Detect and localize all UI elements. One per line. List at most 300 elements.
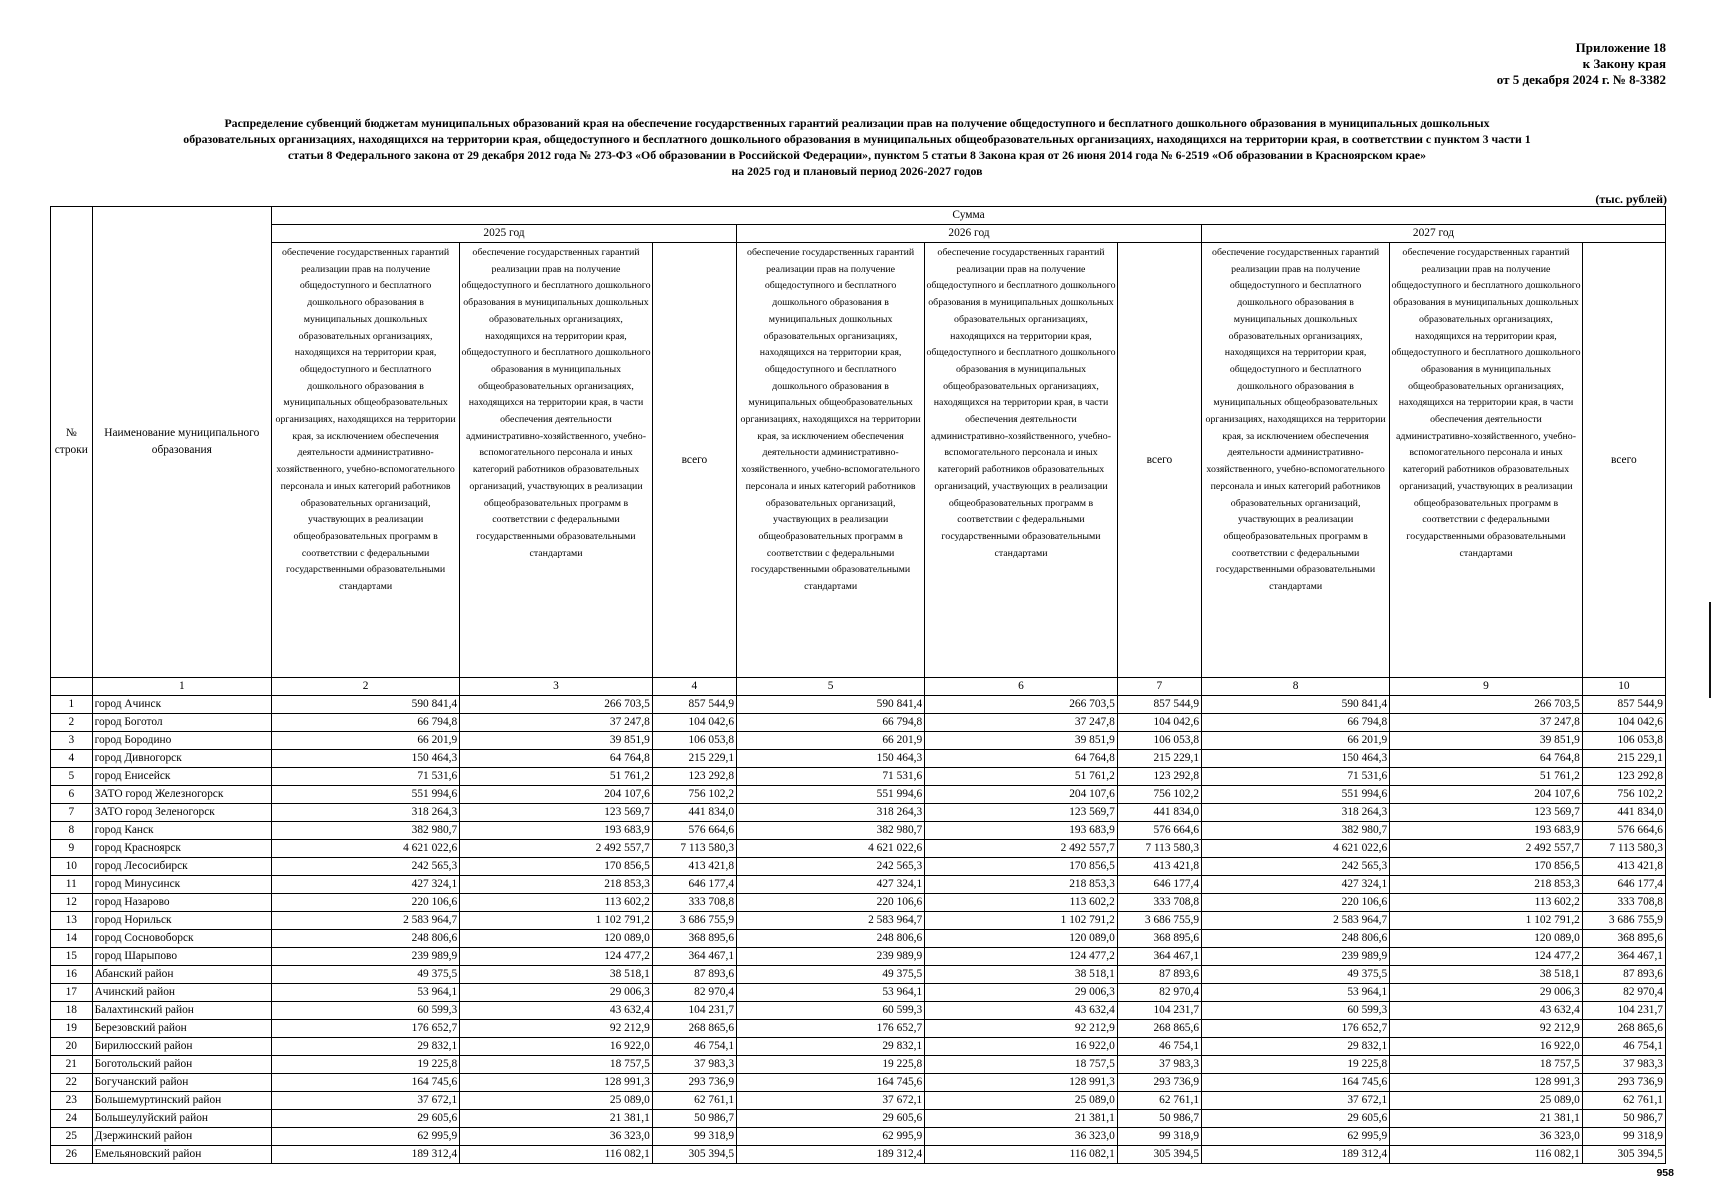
value-2025-guarantees: 37 672,1 [272, 1092, 460, 1110]
value-2027-guarantees: 49 375,5 [1202, 966, 1390, 984]
value-2027-support-staff: 64 764,8 [1390, 750, 1583, 768]
value-2026-support-staff: 123 569,7 [925, 804, 1118, 822]
header-2026-total: всего [1117, 243, 1201, 678]
value-2026-total: 333 708,8 [1117, 894, 1201, 912]
value-2027-guarantees: 239 989,9 [1202, 948, 1390, 966]
row-number: 7 [51, 804, 93, 822]
value-2025-support-staff: 29 006,3 [460, 984, 653, 1002]
value-2027-support-staff: 92 212,9 [1390, 1020, 1583, 1038]
value-2027-guarantees: 71 531,6 [1202, 768, 1390, 786]
municipality-name: Емельяновский район [92, 1146, 271, 1164]
value-2026-total: 123 292,8 [1117, 768, 1201, 786]
value-2027-total: 50 986,7 [1582, 1110, 1665, 1128]
value-2025-guarantees: 66 794,8 [272, 714, 460, 732]
value-2026-guarantees: 71 531,6 [737, 768, 925, 786]
value-2026-guarantees: 189 312,4 [737, 1146, 925, 1164]
value-2025-total: 62 761,1 [652, 1092, 736, 1110]
value-2025-guarantees: 239 989,9 [272, 948, 460, 966]
value-2026-support-staff: 92 212,9 [925, 1020, 1118, 1038]
value-2027-total: 3 686 755,9 [1582, 912, 1665, 930]
value-2025-total: 106 053,8 [652, 732, 736, 750]
row-number: 4 [51, 750, 93, 768]
header-2027-total: всего [1582, 243, 1665, 678]
value-2026-total: 46 754,1 [1117, 1038, 1201, 1056]
value-2025-guarantees: 19 225,8 [272, 1056, 460, 1074]
municipality-name: город Канск [92, 822, 271, 840]
column-number: 9 [1390, 678, 1583, 696]
row-number: 10 [51, 858, 93, 876]
municipality-name: Богучанский район [92, 1074, 271, 1092]
units-label: (тыс. рублей) [1595, 192, 1667, 206]
value-2027-total: 37 983,3 [1582, 1056, 1665, 1074]
value-2027-guarantees: 150 464,3 [1202, 750, 1390, 768]
value-2027-support-staff: 113 602,2 [1390, 894, 1583, 912]
value-2025-total: 368 895,6 [652, 930, 736, 948]
row-number: 26 [51, 1146, 93, 1164]
value-2026-support-staff: 193 683,9 [925, 822, 1118, 840]
table-row [51, 714, 1666, 732]
value-2026-support-staff: 1 102 791,2 [925, 912, 1118, 930]
value-2026-support-staff: 116 082,1 [925, 1146, 1118, 1164]
value-2026-support-staff: 124 477,2 [925, 948, 1118, 966]
table-row [51, 1002, 1666, 1020]
value-2025-total: 46 754,1 [652, 1038, 736, 1056]
table-row [51, 930, 1666, 948]
value-2025-guarantees: 62 995,9 [272, 1128, 460, 1146]
column-number: 10 [1582, 678, 1665, 696]
value-2027-guarantees: 590 841,4 [1202, 696, 1390, 714]
value-2026-total: 3 686 755,9 [1117, 912, 1201, 930]
value-2025-total: 104 042,6 [652, 714, 736, 732]
value-2026-total: 305 394,5 [1117, 1146, 1201, 1164]
value-2025-support-staff: 18 757,5 [460, 1056, 653, 1074]
value-2026-total: 104 042,6 [1117, 714, 1201, 732]
value-2027-total: 104 231,7 [1582, 1002, 1665, 1020]
value-2026-guarantees: 62 995,9 [737, 1128, 925, 1146]
value-2025-support-staff: 37 247,8 [460, 714, 653, 732]
value-2026-support-staff: 2 492 557,7 [925, 840, 1118, 858]
municipality-name: город Шарыпово [92, 948, 271, 966]
row-number: 13 [51, 912, 93, 930]
value-2025-support-staff: 204 107,6 [460, 786, 653, 804]
value-2027-total: 857 544,9 [1582, 696, 1665, 714]
row-number: 6 [51, 786, 93, 804]
value-2025-support-staff: 120 089,0 [460, 930, 653, 948]
subsidy-table [50, 206, 1666, 1164]
value-2026-guarantees: 318 264,3 [737, 804, 925, 822]
value-2025-guarantees: 427 324,1 [272, 876, 460, 894]
value-2025-support-staff: 193 683,9 [460, 822, 653, 840]
appendix-line3: от 5 декабря 2024 г. № 8-3382 [1496, 72, 1666, 87]
value-2027-support-staff: 51 761,2 [1390, 768, 1583, 786]
row-number: 19 [51, 1020, 93, 1038]
value-2025-support-staff: 116 082,1 [460, 1146, 653, 1164]
value-2026-guarantees: 60 599,3 [737, 1002, 925, 1020]
value-2025-total: 305 394,5 [652, 1146, 736, 1164]
value-2027-support-staff: 36 323,0 [1390, 1128, 1583, 1146]
value-2025-total: 646 177,4 [652, 876, 736, 894]
value-2025-total: 82 970,4 [652, 984, 736, 1002]
page-number: 958 [1656, 1167, 1674, 1179]
value-2025-total: 441 834,0 [652, 804, 736, 822]
value-2027-support-staff: 124 477,2 [1390, 948, 1583, 966]
value-2026-guarantees: 590 841,4 [737, 696, 925, 714]
row-number: 8 [51, 822, 93, 840]
row-number: 22 [51, 1074, 93, 1092]
value-2025-support-staff: 124 477,2 [460, 948, 653, 966]
appendix-line1: Приложение 18 [1575, 40, 1666, 55]
value-2027-guarantees: 66 794,8 [1202, 714, 1390, 732]
value-2025-support-staff: 64 764,8 [460, 750, 653, 768]
value-2026-guarantees: 248 806,6 [737, 930, 925, 948]
value-2026-guarantees: 66 201,9 [737, 732, 925, 750]
value-2027-support-staff: 266 703,5 [1390, 696, 1583, 714]
municipality-name: Большеулуйский район [92, 1110, 271, 1128]
municipality-name: город Минусинск [92, 876, 271, 894]
value-2026-support-staff: 43 632,4 [925, 1002, 1118, 1020]
header-2025-guarantees: обеспечение государственных гарантий реализации прав на получение общедоступного и бесплатного дошкольного образования в муниципальных дошкольных образовательных организациях, находящихся на территории края, общедоступного и бесплатного дошкольного образования в муниципальных общеобразовательных организациях, находящихся на территории края, за исключением обеспечения деятельности административно-хозяйственного, учебно-вспомогательного персонала и иных категорий работников образовательных организаций, участвующих в реализации общеобразовательных программ в соответствии с федеральными государственными образовательными стандартами [272, 243, 460, 678]
value-2026-support-staff: 29 006,3 [925, 984, 1118, 1002]
row-number: 16 [51, 966, 93, 984]
value-2026-total: 576 664,6 [1117, 822, 1201, 840]
value-2025-total: 3 686 755,9 [652, 912, 736, 930]
value-2027-support-staff: 128 991,3 [1390, 1074, 1583, 1092]
value-2025-guarantees: 551 994,6 [272, 786, 460, 804]
value-2026-total: 413 421,8 [1117, 858, 1201, 876]
value-2025-total: 37 983,3 [652, 1056, 736, 1074]
value-2025-guarantees: 53 964,1 [272, 984, 460, 1002]
value-2026-total: 756 102,2 [1117, 786, 1201, 804]
value-2026-guarantees: 66 794,8 [737, 714, 925, 732]
value-2026-support-staff: 38 518,1 [925, 966, 1118, 984]
municipality-name: город Дивногорск [92, 750, 271, 768]
value-2027-guarantees: 29 832,1 [1202, 1038, 1390, 1056]
value-2027-guarantees: 2 583 964,7 [1202, 912, 1390, 930]
value-2027-support-staff: 29 006,3 [1390, 984, 1583, 1002]
value-2026-guarantees: 176 652,7 [737, 1020, 925, 1038]
value-2025-support-staff: 21 381,1 [460, 1110, 653, 1128]
value-2027-total: 123 292,8 [1582, 768, 1665, 786]
value-2027-guarantees: 189 312,4 [1202, 1146, 1390, 1164]
value-2026-total: 215 229,1 [1117, 750, 1201, 768]
column-number: 6 [925, 678, 1118, 696]
value-2026-guarantees: 29 605,6 [737, 1110, 925, 1128]
municipality-name: Бирилюсский район [92, 1038, 271, 1056]
row-number: 14 [51, 930, 93, 948]
value-2026-total: 368 895,6 [1117, 930, 1201, 948]
row-number: 12 [51, 894, 93, 912]
column-number: 7 [1117, 678, 1201, 696]
value-2026-guarantees: 29 832,1 [737, 1038, 925, 1056]
header-year-2027: 2027 год [1202, 225, 1666, 243]
value-2025-support-staff: 2 492 557,7 [460, 840, 653, 858]
municipality-name: город Красноярск [92, 840, 271, 858]
value-2025-guarantees: 150 464,3 [272, 750, 460, 768]
value-2026-total: 87 893,6 [1117, 966, 1201, 984]
value-2027-support-staff: 21 381,1 [1390, 1110, 1583, 1128]
municipality-name: Боготольский район [92, 1056, 271, 1074]
value-2027-total: 368 895,6 [1582, 930, 1665, 948]
value-2026-total: 104 231,7 [1117, 1002, 1201, 1020]
value-2026-support-staff: 170 856,5 [925, 858, 1118, 876]
value-2027-guarantees: 220 106,6 [1202, 894, 1390, 912]
value-2026-total: 62 761,1 [1117, 1092, 1201, 1110]
value-2025-support-staff: 43 632,4 [460, 1002, 653, 1020]
value-2027-total: 646 177,4 [1582, 876, 1665, 894]
value-2025-guarantees: 2 583 964,7 [272, 912, 460, 930]
value-2026-support-staff: 21 381,1 [925, 1110, 1118, 1128]
table-row [51, 894, 1666, 912]
value-2026-support-staff: 39 851,9 [925, 732, 1118, 750]
value-2027-support-staff: 2 492 557,7 [1390, 840, 1583, 858]
row-number: 21 [51, 1056, 93, 1074]
table-row [51, 1020, 1666, 1038]
value-2026-total: 50 986,7 [1117, 1110, 1201, 1128]
table-row [51, 876, 1666, 894]
header-2025-support-staff: обеспечение государственных гарантий реализации прав на получение общедоступного и бесплатного дошкольного образования в муниципальных дошкольных образовательных организациях, находящихся на территории края, общедоступного и бесплатного дошкольного образования в муниципальных общеобразовательных организациях, находящихся на территории края, в части обеспечения деятельности административно-хозяйственного, учебно-вспомогательного персонала и иных категорий работников образовательных организаций, участвующих в реализации общеобразовательных программ в соответствии с федеральными государственными образовательными стандартами [460, 243, 653, 678]
municipality-name: ЗАТО город Железногорск [92, 786, 271, 804]
value-2026-total: 268 865,6 [1117, 1020, 1201, 1038]
value-2025-support-staff: 113 602,2 [460, 894, 653, 912]
column-number: 1 [92, 678, 271, 696]
column-number: 8 [1202, 678, 1390, 696]
value-2027-total: 364 467,1 [1582, 948, 1665, 966]
value-2026-total: 441 834,0 [1117, 804, 1201, 822]
value-2026-support-staff: 64 764,8 [925, 750, 1118, 768]
value-2025-support-staff: 123 569,7 [460, 804, 653, 822]
municipality-name: город Енисейск [92, 768, 271, 786]
value-2027-support-staff: 120 089,0 [1390, 930, 1583, 948]
value-2027-total: 268 865,6 [1582, 1020, 1665, 1038]
value-2027-guarantees: 242 565,3 [1202, 858, 1390, 876]
value-2026-total: 364 467,1 [1117, 948, 1201, 966]
header-2027-guarantees: обеспечение государственных гарантий реализации прав на получение общедоступного и бесплатного дошкольного образования в муниципальных дошкольных образовательных организациях, находящихся на территории края, общедоступного и бесплатного дошкольного образования в муниципальных общеобразовательных организациях, находящихся на территории края, за исключением обеспечения деятельности административно-хозяйственного, учебно-вспомогательного персонала и иных категорий работников образовательных организаций, участвующих в реализации общеобразовательных программ в соответствии с федеральными государственными образовательными стандартами [1202, 243, 1390, 678]
value-2025-total: 7 113 580,3 [652, 840, 736, 858]
value-2026-support-staff: 16 922,0 [925, 1038, 1118, 1056]
value-2027-support-staff: 39 851,9 [1390, 732, 1583, 750]
value-2025-support-staff: 16 922,0 [460, 1038, 653, 1056]
table-row [51, 732, 1666, 750]
value-2025-total: 364 467,1 [652, 948, 736, 966]
row-number: 9 [51, 840, 93, 858]
value-2025-total: 123 292,8 [652, 768, 736, 786]
value-2026-guarantees: 551 994,6 [737, 786, 925, 804]
row-number: 15 [51, 948, 93, 966]
value-2027-support-staff: 16 922,0 [1390, 1038, 1583, 1056]
value-2026-support-staff: 113 602,2 [925, 894, 1118, 912]
value-2027-guarantees: 176 652,7 [1202, 1020, 1390, 1038]
column-number: 5 [737, 678, 925, 696]
value-2025-guarantees: 242 565,3 [272, 858, 460, 876]
value-2025-support-staff: 170 856,5 [460, 858, 653, 876]
title-line2: образовательных организациях, находящихся на территории края, общедоступного и бесплатного дошкольного образования в муниципальных общеобразовательных организациях, находящихся на территории края, в соответствии с пунктом 3 части 1 [183, 132, 1531, 146]
table-row [51, 984, 1666, 1002]
value-2026-guarantees: 2 583 964,7 [737, 912, 925, 930]
value-2025-total: 756 102,2 [652, 786, 736, 804]
municipality-name: город Сосновоборск [92, 930, 271, 948]
value-2027-support-staff: 218 853,3 [1390, 876, 1583, 894]
header-municipality-name: Наименование муниципального образования [92, 207, 271, 678]
municipality-name: город Назарово [92, 894, 271, 912]
value-2025-support-staff: 266 703,5 [460, 696, 653, 714]
row-number: 25 [51, 1128, 93, 1146]
table-row [51, 822, 1666, 840]
value-2026-guarantees: 37 672,1 [737, 1092, 925, 1110]
value-2027-total: 106 053,8 [1582, 732, 1665, 750]
title-line3: статьи 8 Федерального закона от 29 декабря 2012 года № 273-ФЗ «Об образовании в Российской Федерации», пунктом 5 статьи 8 Закона края от 26 июня 2014 года № 6-2519 «Об образовании в Красноярском крае» [288, 148, 1426, 162]
value-2025-support-staff: 51 761,2 [460, 768, 653, 786]
value-2027-support-staff: 43 632,4 [1390, 1002, 1583, 1020]
value-2026-guarantees: 242 565,3 [737, 858, 925, 876]
value-2027-total: 46 754,1 [1582, 1038, 1665, 1056]
value-2027-total: 576 664,6 [1582, 822, 1665, 840]
row-number: 24 [51, 1110, 93, 1128]
value-2025-guarantees: 176 652,7 [272, 1020, 460, 1038]
scan-edge-mark [1709, 602, 1711, 698]
value-2027-guarantees: 37 672,1 [1202, 1092, 1390, 1110]
value-2026-guarantees: 427 324,1 [737, 876, 925, 894]
value-2025-guarantees: 590 841,4 [272, 696, 460, 714]
value-2026-support-staff: 204 107,6 [925, 786, 1118, 804]
value-2027-total: 215 229,1 [1582, 750, 1665, 768]
value-2026-support-staff: 120 089,0 [925, 930, 1118, 948]
value-2027-support-staff: 1 102 791,2 [1390, 912, 1583, 930]
value-2025-guarantees: 220 106,6 [272, 894, 460, 912]
value-2025-total: 87 893,6 [652, 966, 736, 984]
value-2026-total: 99 318,9 [1117, 1128, 1201, 1146]
value-2025-total: 293 736,9 [652, 1074, 736, 1092]
table-row [51, 696, 1666, 714]
row-number: 18 [51, 1002, 93, 1020]
value-2027-total: 413 421,8 [1582, 858, 1665, 876]
header-2026-support-staff: обеспечение государственных гарантий реализации прав на получение общедоступного и бесплатного дошкольного образования в муниципальных дошкольных образовательных организациях, находящихся на территории края, общедоступного и бесплатного дошкольного образования в муниципальных общеобразовательных организациях, находящихся на территории края, в части обеспечения деятельности административно-хозяйственного, учебно-вспомогательного персонала и иных категорий работников образовательных организаций, участвующих в реализации общеобразовательных программ в соответствии с федеральными государственными образовательными стандартами [925, 243, 1118, 678]
value-2026-support-staff: 51 761,2 [925, 768, 1118, 786]
municipality-name: Большемуртинский район [92, 1092, 271, 1110]
row-number: 3 [51, 732, 93, 750]
value-2026-support-staff: 266 703,5 [925, 696, 1118, 714]
table-row [51, 1074, 1666, 1092]
table-row [51, 1110, 1666, 1128]
value-2025-support-staff: 128 991,3 [460, 1074, 653, 1092]
value-2026-guarantees: 164 745,6 [737, 1074, 925, 1092]
value-2027-total: 82 970,4 [1582, 984, 1665, 1002]
value-2025-total: 576 664,6 [652, 822, 736, 840]
table-row [51, 1128, 1666, 1146]
value-2027-support-staff: 204 107,6 [1390, 786, 1583, 804]
table-row [51, 858, 1666, 876]
column-number: 3 [460, 678, 653, 696]
value-2027-support-staff: 25 089,0 [1390, 1092, 1583, 1110]
value-2026-total: 7 113 580,3 [1117, 840, 1201, 858]
table-row [51, 1092, 1666, 1110]
municipality-name: город Лесосибирск [92, 858, 271, 876]
title-line4: на 2025 год и плановый период 2026-2027 годов [731, 164, 983, 178]
value-2025-guarantees: 66 201,9 [272, 732, 460, 750]
value-2027-support-staff: 116 082,1 [1390, 1146, 1583, 1164]
value-2027-guarantees: 62 995,9 [1202, 1128, 1390, 1146]
header-2026-guarantees: обеспечение государственных гарантий реализации прав на получение общедоступного и бесплатного дошкольного образования в муниципальных дошкольных образовательных организациях, находящихся на территории края, общедоступного и бесплатного дошкольного образования в муниципальных общеобразовательных организациях, находящихся на территории края, за исключением обеспечения деятельности административно-хозяйственного, учебно-вспомогательного персонала и иных категорий работников образовательных организаций, участвующих в реализации общеобразовательных программ в соответствии с федеральными государственными образовательными стандартами [737, 243, 925, 678]
value-2025-guarantees: 382 980,7 [272, 822, 460, 840]
value-2025-guarantees: 49 375,5 [272, 966, 460, 984]
table-row [51, 768, 1666, 786]
title-line1: Распределение субвенций бюджетам муниципальных образований края на обеспечение государственных гарантий реализации прав на получение общедоступного и бесплатного дошкольного образования в муниципальных дошкольных [224, 116, 1490, 130]
header-row-number: № строки [51, 207, 93, 678]
value-2027-guarantees: 551 994,6 [1202, 786, 1390, 804]
value-2026-support-staff: 128 991,3 [925, 1074, 1118, 1092]
header-sum: Сумма [272, 207, 1666, 225]
value-2026-total: 293 736,9 [1117, 1074, 1201, 1092]
header-2025-total: всего [652, 243, 736, 678]
row-number: 17 [51, 984, 93, 1002]
value-2027-support-staff: 37 247,8 [1390, 714, 1583, 732]
column-number [51, 678, 93, 696]
value-2026-guarantees: 382 980,7 [737, 822, 925, 840]
value-2025-support-staff: 36 323,0 [460, 1128, 653, 1146]
appendix-block [1497, 40, 1666, 88]
table-row [51, 750, 1666, 768]
value-2026-support-staff: 36 323,0 [925, 1128, 1118, 1146]
header-year-2026: 2026 год [737, 225, 1202, 243]
value-2026-total: 82 970,4 [1117, 984, 1201, 1002]
municipality-name: ЗАТО город Зеленогорск [92, 804, 271, 822]
value-2027-guarantees: 248 806,6 [1202, 930, 1390, 948]
municipality-name: город Боготол [92, 714, 271, 732]
value-2026-guarantees: 239 989,9 [737, 948, 925, 966]
header-year-2025: 2025 год [272, 225, 737, 243]
value-2026-guarantees: 53 964,1 [737, 984, 925, 1002]
value-2026-guarantees: 49 375,5 [737, 966, 925, 984]
value-2027-guarantees: 53 964,1 [1202, 984, 1390, 1002]
header-2027-support-staff: обеспечение государственных гарантий реализации прав на получение общедоступного и бесплатного дошкольного образования в муниципальных дошкольных образовательных организациях, находящихся на территории края, общедоступного и бесплатного дошкольного образования в муниципальных общеобразовательных организациях, находящихся на территории края, в части обеспечения деятельности административно-хозяйственного, учебно-вспомогательного персонала и иных категорий работников образовательных организаций, участвующих в реализации общеобразовательных программ в соответствии с федеральными государственными образовательными стандартами [1390, 243, 1583, 678]
municipality-name: город Ачинск [92, 696, 271, 714]
value-2027-support-staff: 193 683,9 [1390, 822, 1583, 840]
table-row [51, 1056, 1666, 1074]
value-2026-guarantees: 220 106,6 [737, 894, 925, 912]
value-2027-guarantees: 4 621 022,6 [1202, 840, 1390, 858]
value-2025-support-staff: 25 089,0 [460, 1092, 653, 1110]
value-2025-total: 413 421,8 [652, 858, 736, 876]
value-2027-total: 62 761,1 [1582, 1092, 1665, 1110]
value-2025-total: 268 865,6 [652, 1020, 736, 1038]
value-2027-guarantees: 60 599,3 [1202, 1002, 1390, 1020]
value-2027-total: 104 042,6 [1582, 714, 1665, 732]
value-2027-total: 87 893,6 [1582, 966, 1665, 984]
value-2025-total: 857 544,9 [652, 696, 736, 714]
value-2027-support-staff: 170 856,5 [1390, 858, 1583, 876]
row-number: 1 [51, 696, 93, 714]
value-2026-support-staff: 218 853,3 [925, 876, 1118, 894]
value-2025-total: 99 318,9 [652, 1128, 736, 1146]
value-2027-guarantees: 318 264,3 [1202, 804, 1390, 822]
value-2026-guarantees: 150 464,3 [737, 750, 925, 768]
value-2025-support-staff: 38 518,1 [460, 966, 653, 984]
column-number: 2 [272, 678, 460, 696]
value-2025-guarantees: 60 599,3 [272, 1002, 460, 1020]
value-2027-guarantees: 427 324,1 [1202, 876, 1390, 894]
value-2027-total: 7 113 580,3 [1582, 840, 1665, 858]
value-2026-guarantees: 4 621 022,6 [737, 840, 925, 858]
municipality-name: Балахтинский район [92, 1002, 271, 1020]
table-body [51, 696, 1666, 1164]
value-2026-total: 37 983,3 [1117, 1056, 1201, 1074]
table-row [51, 966, 1666, 984]
value-2026-total: 106 053,8 [1117, 732, 1201, 750]
value-2026-total: 857 544,9 [1117, 696, 1201, 714]
value-2027-guarantees: 382 980,7 [1202, 822, 1390, 840]
value-2026-support-staff: 18 757,5 [925, 1056, 1118, 1074]
value-2025-guarantees: 318 264,3 [272, 804, 460, 822]
table-row [51, 948, 1666, 966]
